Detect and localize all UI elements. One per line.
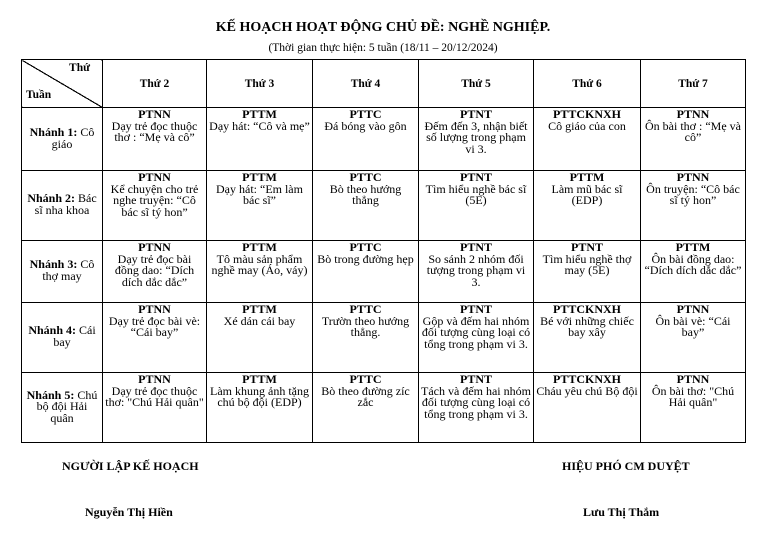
activity-category: PTTC bbox=[349, 170, 382, 184]
branch-label: Nhánh 1: bbox=[29, 124, 78, 139]
branch-name: Bác sĩ nha khoa bbox=[34, 191, 97, 217]
activity-text: Ôn bài vè: “Cái bay” bbox=[655, 313, 731, 340]
activity-cell bbox=[207, 171, 313, 241]
activity-category: PTNN bbox=[138, 240, 171, 254]
activity-cell bbox=[534, 241, 641, 303]
activity-category: PTTM bbox=[242, 372, 277, 386]
activity-cell bbox=[419, 373, 534, 443]
activity-category: PTNN bbox=[676, 170, 710, 184]
activity-category: PTTC bbox=[349, 372, 382, 386]
activity-cell bbox=[313, 108, 419, 171]
activity-category: PTTM bbox=[242, 170, 277, 184]
activity-category: PTTC bbox=[349, 107, 382, 121]
corner-week-label: Tuần bbox=[26, 89, 52, 101]
branch-name: Cái bay bbox=[53, 323, 96, 349]
activity-text: Dạy trẻ đọc bài đồng dao: “Dích dích dắc dắc” bbox=[114, 251, 195, 289]
activity-cell bbox=[419, 303, 534, 373]
activity-cell bbox=[534, 303, 641, 373]
activity-cell bbox=[419, 171, 534, 241]
activity-category: PTNN bbox=[676, 372, 710, 386]
approver-title: HIỆU PHÓ CM DUYỆT bbox=[562, 459, 690, 473]
approver-name: Lưu Thị Thắm bbox=[583, 505, 660, 519]
activity-category: PTNN bbox=[676, 107, 710, 121]
activity-text: Ôn bài thơ: "Chú Hải quân" bbox=[651, 383, 735, 410]
activity-text: Gộp và đếm hai nhóm đối tượng cùng loại có tổng trong phạm vi 3. bbox=[421, 313, 531, 351]
branch-label: Nhánh 3: bbox=[29, 257, 78, 272]
activity-category: PTTCKNXH bbox=[552, 107, 621, 121]
activity-category: PTNT bbox=[459, 170, 492, 184]
activity-cell bbox=[313, 171, 419, 241]
activity-cell bbox=[534, 373, 641, 443]
activity-cell bbox=[419, 241, 534, 303]
document-subtitle: (Thời gian thực hiện: 5 tuần (18/11 – 20/12/2024) bbox=[268, 42, 498, 54]
activity-text: Tìm hiểu nghề thợ may (5E) bbox=[542, 251, 632, 278]
activity-cell bbox=[313, 241, 419, 303]
document-title: KẾ HOẠCH HOẠT ĐỘNG CHỦ ĐỀ: NGHỀ NGHIỆP. bbox=[215, 20, 551, 35]
table-row bbox=[22, 171, 746, 241]
table-row bbox=[22, 108, 746, 171]
activity-text: Bò theo hướng thẳng bbox=[329, 181, 402, 208]
activity-cell bbox=[207, 108, 313, 171]
activity-text: Dạy hát: “Em làm bác sĩ” bbox=[216, 181, 303, 208]
branch-label: Nhánh 2: bbox=[27, 191, 76, 206]
activity-text: Cháu yêu chú Bộ đội bbox=[536, 383, 638, 398]
activity-category: PTTC bbox=[349, 240, 382, 254]
branch-cell bbox=[22, 241, 103, 303]
day-header: Thứ 4 bbox=[313, 60, 419, 108]
activity-cell bbox=[207, 373, 313, 443]
branch-name: Cô giáo bbox=[51, 124, 95, 151]
planner-name: Nguyễn Thị Hiền bbox=[85, 505, 173, 519]
activity-text: Dạy trẻ đọc thuộc thơ : “Mẹ và cô” bbox=[111, 118, 198, 145]
branch-label: Nhánh 4: bbox=[28, 323, 76, 338]
activity-category: PTTM bbox=[242, 240, 277, 254]
activity-text: Dạy trẻ đọc bài vè: “Cái bay” bbox=[108, 313, 201, 340]
activity-category: PTTM bbox=[569, 170, 605, 184]
activity-text: Đá bóng vào gôn bbox=[324, 118, 407, 133]
activity-cell bbox=[103, 373, 207, 443]
branch-name: Chú bộ đội Hải quân bbox=[36, 387, 98, 425]
activity-category: PTNT bbox=[570, 240, 603, 254]
activity-text: Đếm đến 3, nhận biết số lượng trong phạm vi 3. bbox=[424, 118, 528, 156]
table-row bbox=[22, 303, 746, 373]
day-header: Thứ 5 bbox=[419, 60, 534, 108]
activity-cell bbox=[641, 373, 746, 443]
activity-cell bbox=[534, 108, 641, 171]
activity-cell bbox=[103, 108, 207, 171]
activity-category: PTTM bbox=[675, 240, 711, 254]
activity-category: PTNN bbox=[138, 302, 171, 316]
activity-category: PTNT bbox=[459, 107, 492, 121]
activity-cell bbox=[534, 171, 641, 241]
activity-category: PTTM bbox=[242, 302, 277, 316]
activity-category: PTNN bbox=[138, 170, 171, 184]
activity-text: Tô màu sản phẩm nghề may (Áo, váy) bbox=[211, 251, 308, 278]
day-header: Thứ 7 bbox=[641, 60, 746, 108]
branch-cell bbox=[22, 373, 103, 443]
day-header: Thứ 3 bbox=[207, 60, 313, 108]
activity-text: So sánh 2 nhóm đối tượng trong phạm vi 3. bbox=[426, 251, 526, 289]
branch-label: Nhánh 5: bbox=[26, 387, 75, 402]
activity-cell bbox=[419, 108, 534, 171]
activity-text: Làm khung ảnh tặng chú bộ đội (EDP) bbox=[210, 383, 309, 410]
activity-cell bbox=[641, 108, 746, 171]
activity-category: PTNT bbox=[459, 240, 492, 254]
activity-cell bbox=[207, 303, 313, 373]
activity-text: Dạy hát: “Cô và mẹ” bbox=[209, 118, 310, 133]
activity-text: Ôn bài đồng dao: “Dích dích dắc dắc” bbox=[644, 251, 742, 278]
activity-cell bbox=[207, 241, 313, 303]
activity-cell bbox=[103, 241, 207, 303]
activity-cell bbox=[641, 171, 746, 241]
plan-table bbox=[21, 59, 746, 443]
activity-text: Ôn bài thơ : “Mẹ và cô” bbox=[645, 118, 741, 145]
activity-category: PTNN bbox=[676, 302, 710, 316]
activity-category: PTNT bbox=[459, 372, 492, 386]
activity-category: PTNT bbox=[459, 302, 492, 316]
corner-header bbox=[22, 60, 103, 108]
activity-category: PTTM bbox=[242, 107, 277, 121]
activity-category: PTTCKNXH bbox=[552, 372, 621, 386]
branch-cell bbox=[22, 171, 103, 241]
activity-category: PTNN bbox=[138, 107, 171, 121]
activity-text: Bò theo đường zíc zắc bbox=[321, 383, 410, 410]
branch-cell bbox=[22, 108, 103, 171]
activity-cell bbox=[641, 303, 746, 373]
activity-text: Dạy trẻ đọc thuộc thơ: "Chú Hải quân" bbox=[105, 383, 204, 410]
activity-text: Tách và đếm hai nhóm đối tượng cùng loại có tổng trong phạm vi 3. bbox=[421, 383, 531, 421]
activity-text: Bé với những chiếc bay xây bbox=[540, 313, 634, 340]
activity-cell bbox=[103, 171, 207, 241]
table-row bbox=[22, 241, 746, 303]
activity-text: Cô giáo của con bbox=[548, 118, 626, 133]
activity-cell bbox=[103, 303, 207, 373]
planner-title: NGƯỜI LẬP KẾ HOẠCH bbox=[62, 459, 199, 473]
activity-cell bbox=[641, 241, 746, 303]
activity-category: PTTCKNXH bbox=[552, 302, 621, 316]
activity-text: Kể chuyện cho trẻ nghe truyện: “Cô bác sĩ tý hon” bbox=[110, 181, 199, 219]
activity-text: Bò trong đường hẹp bbox=[317, 251, 414, 266]
activity-text: Ôn truyện: “Cô bác sĩ tý hon” bbox=[646, 181, 740, 208]
corner-day-label: Thứ bbox=[69, 62, 90, 74]
activity-cell bbox=[313, 303, 419, 373]
table-row bbox=[22, 373, 746, 443]
activity-category: PTNN bbox=[138, 372, 171, 386]
activity-category: PTTC bbox=[349, 302, 382, 316]
activity-cell bbox=[313, 373, 419, 443]
day-header: Thứ 2 bbox=[103, 60, 207, 108]
activity-text: Xé dán cái bay bbox=[223, 313, 296, 328]
branch-cell bbox=[22, 303, 103, 373]
activity-text: Tìm hiểu nghề bác sĩ (5E) bbox=[425, 181, 527, 208]
activity-text: Làm mũ bác sĩ (EDP) bbox=[551, 181, 623, 208]
day-header: Thứ 6 bbox=[534, 60, 641, 108]
branch-name: Cô thợ may bbox=[42, 257, 95, 283]
activity-text: Trườn theo hướng thẳng. bbox=[321, 313, 410, 340]
